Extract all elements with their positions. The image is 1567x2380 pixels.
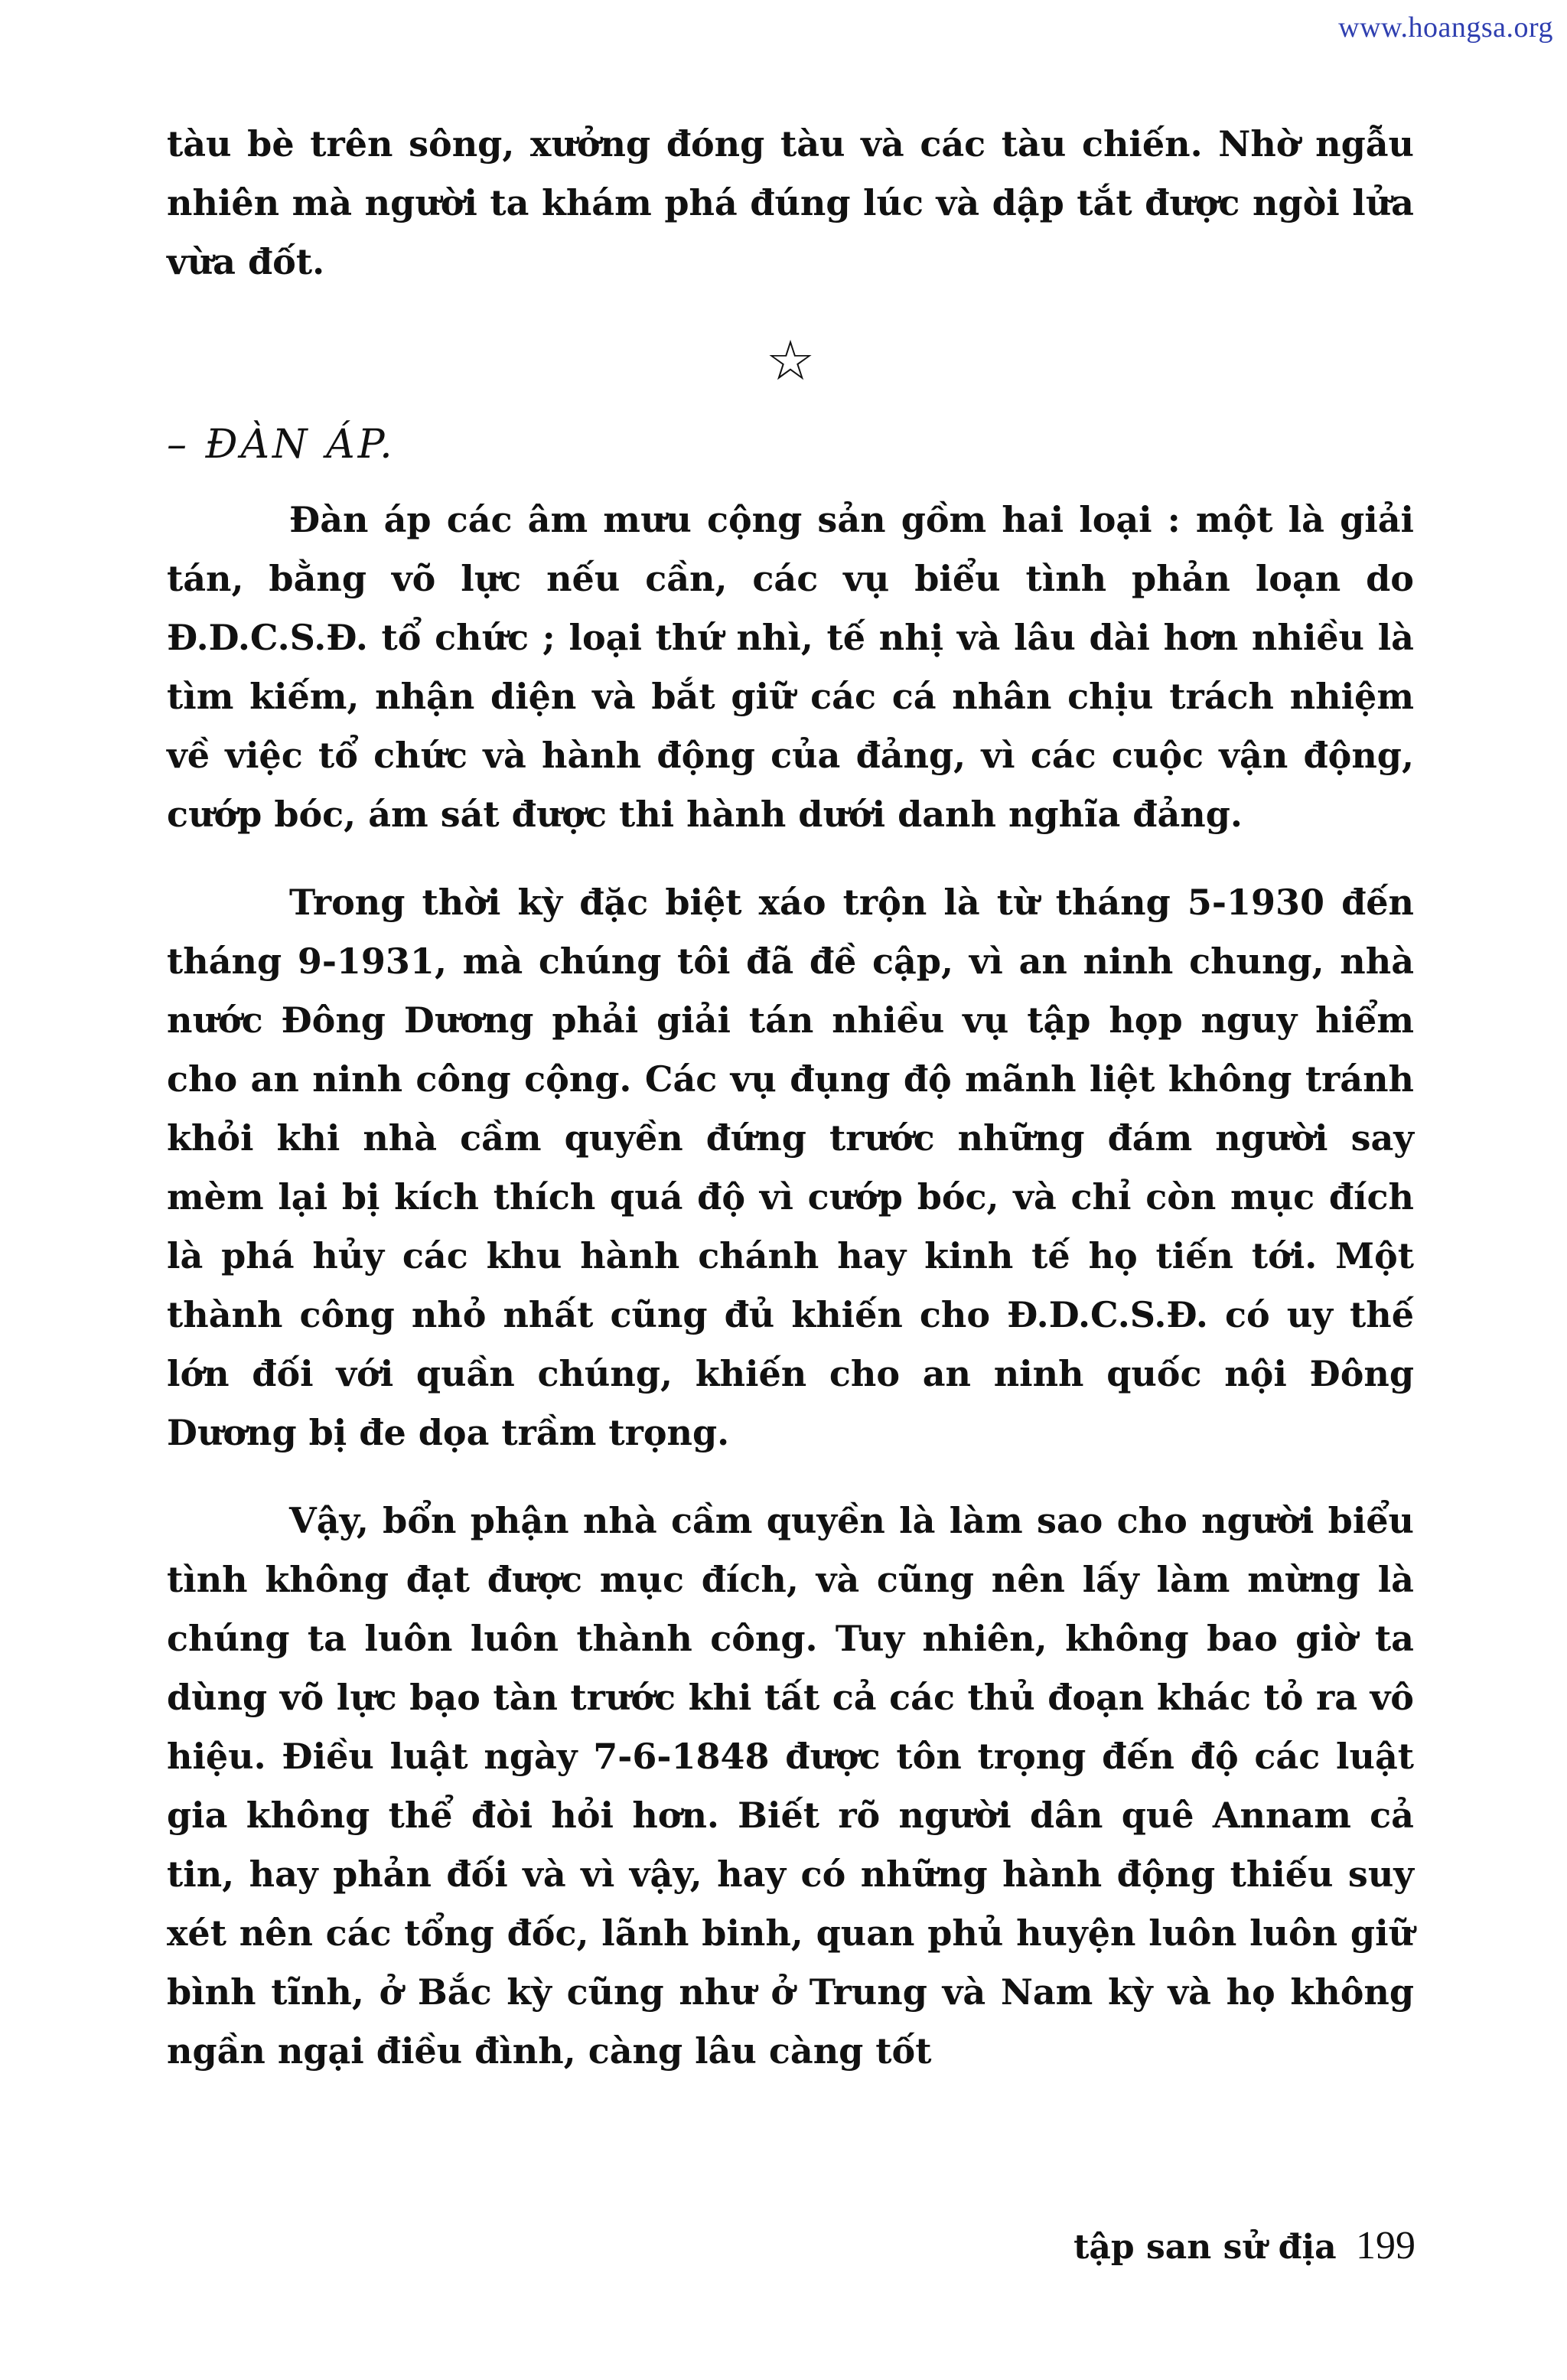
page-footer <box>1073 2223 1416 2268</box>
paragraph-turbulent-period: Trong thời kỳ đặc biệt xáo trộn là từ tháng 5-1930 đến tháng 9-1931, mà chúng tôi đã đề cập, vì an ninh chung, nhà nước Đông Dương phải giải tán nhiều vụ tập họp nguy hiểm cho an ninh công cộng. Các vụ đụng độ mãnh liệt không tránh khỏi khi nhà cầm quyền đứng trước những đám người say mèm lại bị kích thích quá độ vì cướp bóc, và chỉ còn mục đích là phá hủy các khu hành chánh hay kinh tế họ tiến tới. Một thành công nhỏ nhất cũng đủ khiến cho Đ.D.C.S.Đ. có uy thế lớn đối với quần chúng, khiến cho an ninh quốc nội Đông Dương bị đe dọa trầm trọng. <box>167 882 1414 1453</box>
paragraph-continuation: tàu bè trên sông, xưởng đóng tàu và các tàu chiến. Nhờ ngẫu nhiên mà người ta khám phá đúng lúc và dập tắt được ngòi lửa vừa đốt. <box>167 123 1414 282</box>
section-title: – ĐÀN ÁP. <box>167 422 396 468</box>
site-watermark: www.hoangsa.org <box>1338 11 1553 44</box>
paragraph-authority-duty: Vậy, bổn phận nhà cầm quyền là làm sao cho người biểu tình không đạt được mục đích, và cũng nên lấy làm mừng là chúng ta luôn luôn thành công. Tuy nhiên, không bao giờ ta dùng võ lực bạo tàn trước khi tất cả các thủ đoạn khác tỏ ra vô hiệu. Điều luật ngày 7-6-1848 được tôn trọng đến độ các luật gia không thể đòi hỏi hơn. Biết rõ người dân quê Annam cả tin, hay phản đối và vì vậy, hay có những hành động thiếu suy xét nên các tổng đốc, lãnh binh, quan phủ huyện luôn luôn giữ bình tĩnh, ở Bắc kỳ cũng như ở Trung và Nam kỳ và họ không ngần ngại điều đình, càng lâu càng tốt <box>167 1500 1414 2072</box>
star-separator-icon: ☆ <box>765 328 816 393</box>
page-body <box>167 115 1414 2081</box>
journal-name: tập san sử địa <box>1073 2228 1337 2267</box>
page-number: 199 <box>1356 2224 1416 2268</box>
paragraph-repression-types: Đàn áp các âm mưu cộng sản gồm hai loại : một là giải tán, bằng võ lực nếu cần, các vụ biểu tình phản loạn do Đ.D.C.S.Đ. tổ chức ; loại thứ nhì, tế nhị và lâu dài hơn nhiều là tìm kiếm, nhận diện và bắt giữ các cá nhân chịu trách nhiệm về việc tổ chức và hành động của đảng, vì các cuộc vận động, cướp bóc, ám sát được thi hành dưới danh nghĩa đảng. <box>167 499 1414 835</box>
